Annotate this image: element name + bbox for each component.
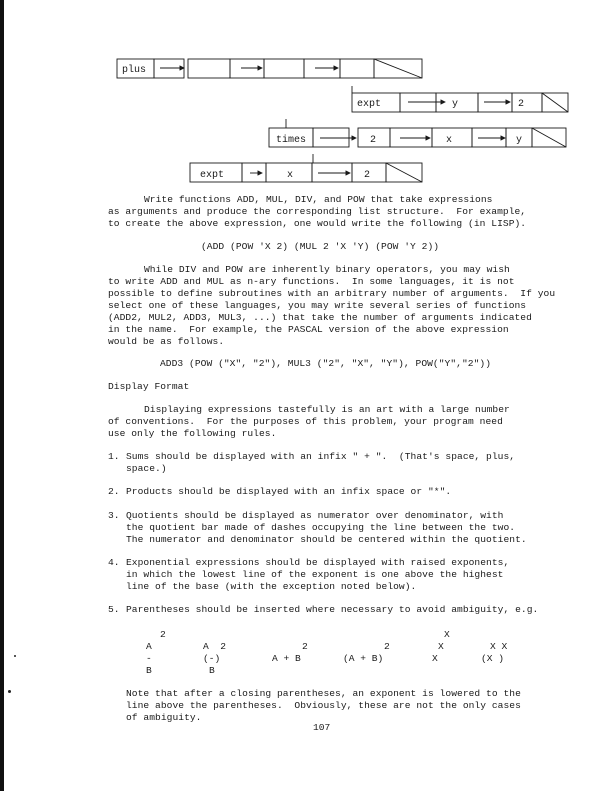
example-1-bar: - <box>146 653 152 664</box>
cons-cell <box>304 59 340 78</box>
cons-cell <box>230 59 264 78</box>
diagram-label-2: 2 <box>364 170 371 181</box>
example-4-base: (A + B) <box>343 653 384 664</box>
rule-line: space.) <box>126 463 167 474</box>
cons-cell <box>390 128 432 147</box>
diagram-label-plus: plus <box>122 65 147 76</box>
diagram-label-y: y <box>452 99 459 110</box>
note-line: Note that after a closing parentheses, an exponent is lowered to the <box>126 688 521 699</box>
page-number: 107 <box>313 722 331 733</box>
paragraph-line: to create the above expression, one would write the following (in LISP). <box>108 218 527 229</box>
rule-line: Exponential expressions should be displayed with raised exponents, <box>126 557 510 568</box>
note-line: line above the parentheses. Obviously, these are not the only cases <box>126 700 521 711</box>
diagram-label-x: x <box>287 170 294 181</box>
paragraph-line: would be as follows. <box>108 336 225 347</box>
cons-cell-plus-cdr <box>154 59 184 78</box>
rule-line: Parentheses should be inserted where necessary to avoid ambiguity, e.g. <box>126 604 539 615</box>
cons-cell-expt2-cdr <box>242 163 266 182</box>
diagram-label-expt: expt <box>200 170 225 181</box>
paragraph-line: While DIV and POW are inherently binary operators, you may wish <box>144 264 510 275</box>
diagram-label-x: x <box>446 135 453 146</box>
example-6-base: (X ) <box>481 653 505 664</box>
example-5-top: X <box>444 629 450 640</box>
example-5-base: X <box>432 653 438 664</box>
diagram-label-y: y <box>516 135 523 146</box>
diagram-label-2: 2 <box>518 99 525 110</box>
nil-slash <box>386 163 422 182</box>
cons-cell <box>312 163 352 182</box>
example-1-num: A <box>146 641 152 652</box>
rule-number: 3. <box>108 510 120 521</box>
example-3-base: A + B <box>272 653 301 664</box>
rule-line: Quotients should be displayed as numerator over denominator, with <box>126 510 504 521</box>
paragraph-line: select one of these languages, you may write several series of functions <box>108 300 527 311</box>
diagram-label-2: 2 <box>370 135 377 146</box>
cons-cell <box>264 59 304 78</box>
code-example-pascal: ADD3 (POW ("X", "2"), MUL3 ("2", "X", "Y"), POW("Y","2")) <box>160 358 492 369</box>
nil-slash <box>542 93 568 112</box>
rule-line: in which the lowest line of the exponent is one above the highest <box>126 569 504 580</box>
example-1-den: B <box>146 665 152 676</box>
rule-line: line of the base (with the exception noted below). <box>126 581 417 592</box>
paragraph-line: (ADD2, MUL2, ADD3, MUL3, ...) that take the number of arguments indicated <box>108 312 532 323</box>
paragraph-line: possible to define subroutines with an arbitrary number of arguments. If you <box>108 288 556 299</box>
cons-cell <box>188 59 230 78</box>
margin-mark <box>8 690 11 693</box>
section-heading: Display Format <box>108 381 190 392</box>
example-2-den: B <box>209 665 215 676</box>
paragraph-line: Displaying expressions tastefully is an art with a large number <box>144 404 510 415</box>
rule-line: the quotient bar made of dashes occupying the line between the two. <box>126 522 516 533</box>
rule-number: 5. <box>108 604 120 615</box>
list-structure-diagram <box>0 0 612 185</box>
paragraph-line: of conventions. For the purposes of this problem, your program need <box>108 416 503 427</box>
diagram-label-expt: expt <box>357 99 382 110</box>
example-3-exp: 2 <box>302 641 308 652</box>
code-example-lisp: (ADD (POW 'X 2) (MUL 2 'X 'Y) (POW 'Y 2)) <box>201 241 440 252</box>
example-4-exp: 2 <box>384 641 390 652</box>
cons-cell <box>472 128 506 147</box>
paragraph-line: as arguments and produce the corresponding list structure. For example, <box>108 206 527 217</box>
cons-cell <box>512 93 542 112</box>
cons-cell-expt-cdr <box>400 93 436 112</box>
paragraph-line: to write ADD and MUL as n-ary functions. In some languages, it is not <box>108 276 515 287</box>
example-5-mid: X <box>438 641 444 652</box>
paragraph-line: in the name. For example, the PASCAL version of the above expression <box>108 324 509 335</box>
nil-slash <box>374 59 422 78</box>
margin-mark <box>14 655 16 657</box>
example-2-num: A 2 <box>203 641 227 652</box>
cons-cell <box>478 93 512 112</box>
rule-number: 1. <box>108 451 120 462</box>
note-line: of ambiguity. <box>126 712 202 723</box>
example-6-exp: X X <box>490 641 508 652</box>
diagram-label-times: times <box>276 135 307 146</box>
rule-number: 2. <box>108 486 120 497</box>
nil-slash <box>532 128 566 147</box>
rule-number: 4. <box>108 557 120 568</box>
rule-line: The numerator and denominator should be centered within the quotient. <box>126 534 527 545</box>
rule-line: Sums should be displayed with an infix " + ". (That's space, plus, <box>126 451 516 462</box>
cons-cell-times-cdr <box>313 128 349 147</box>
example-1-exp: 2 <box>160 629 166 640</box>
paragraph-line: use only the following rules. <box>108 428 277 439</box>
paragraph-line: Write functions ADD, MUL, DIV, and POW that take expressions <box>144 194 493 205</box>
example-2-bar: (-) <box>203 653 221 664</box>
rule-line: Products should be displayed with an infix space or "*". <box>126 486 452 497</box>
diagram-svg <box>0 0 612 185</box>
cons-cell <box>340 59 374 78</box>
